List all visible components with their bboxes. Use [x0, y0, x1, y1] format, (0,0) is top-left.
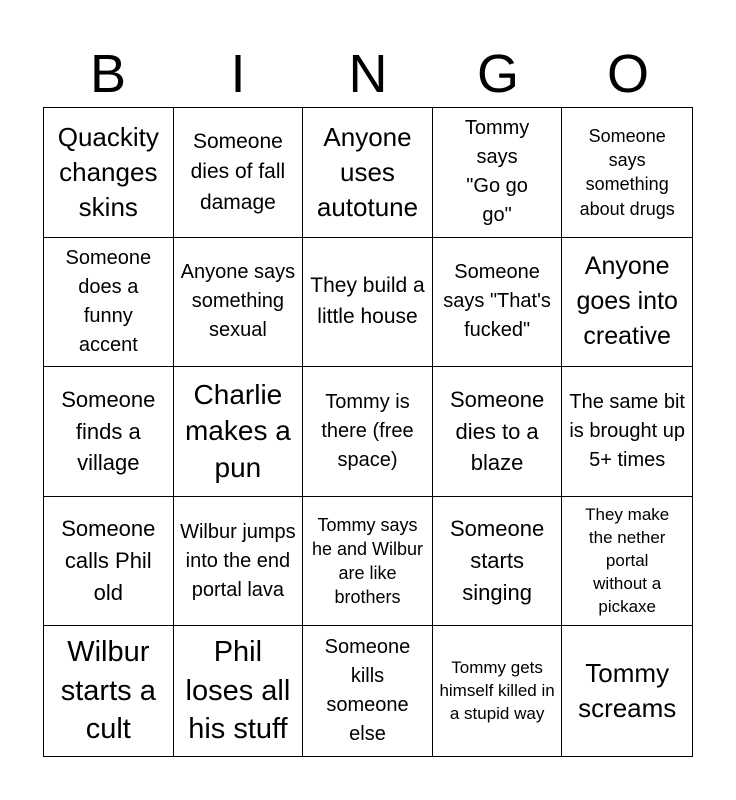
- bingo-cell[interactable]: [44, 367, 174, 497]
- cell-text: Someone says something about drugs: [579, 125, 675, 219]
- cell-text: Someone kills someone else: [324, 636, 411, 746]
- cell-text: Anyone says something sexual: [180, 261, 296, 342]
- cell-text: The same bit is brought up 5+ times: [569, 390, 685, 471]
- bingo-cell[interactable]: [44, 497, 174, 627]
- cell-text: Someone dies of fall damage: [190, 129, 286, 214]
- bingo-cell[interactable]: [44, 238, 174, 368]
- bingo-grid: [43, 107, 693, 757]
- cell-text: Wilbur starts a cult: [60, 636, 156, 746]
- cell-text: Anyone goes into creative: [576, 252, 678, 351]
- cell-text: Someone starts singing: [450, 516, 545, 606]
- cell-text: Tommy gets himself killed in a stupid way: [439, 657, 555, 723]
- cell-text: Quackity changes skins: [57, 121, 159, 222]
- cell-text: Tommy says "Go go go": [464, 117, 530, 227]
- cell-text: Charlie makes a pun: [184, 378, 291, 483]
- bingo-cell[interactable]: [562, 367, 692, 497]
- bingo-cell[interactable]: [562, 626, 692, 756]
- header-letter-i: I: [230, 44, 246, 104]
- cell-text: Someone calls Phil old: [61, 516, 156, 606]
- bingo-header: [43, 40, 693, 108]
- bingo-cell[interactable]: [44, 626, 174, 756]
- header-letter-b: B: [89, 44, 127, 104]
- cell-text: Phil loses all his stuff: [185, 636, 291, 746]
- bingo-cell[interactable]: [433, 108, 563, 238]
- bingo-cell[interactable]: [433, 367, 563, 497]
- bingo-cell[interactable]: [562, 497, 692, 627]
- bingo-cell[interactable]: [433, 238, 563, 368]
- bingo-cell[interactable]: [562, 238, 692, 368]
- bingo-cell[interactable]: [433, 497, 563, 627]
- cell-text: Someone finds a village: [61, 386, 156, 476]
- cell-text: They build a little house: [310, 274, 425, 328]
- bingo-cell[interactable]: [303, 626, 433, 756]
- bingo-cell[interactable]: [44, 108, 174, 238]
- cell-text: Tommy says he and Wilbur are like brothers: [311, 514, 424, 608]
- bingo-cell[interactable]: [303, 497, 433, 627]
- bingo-cell[interactable]: [303, 367, 433, 497]
- cell-text: Someone dies to a blaze: [450, 386, 545, 476]
- cell-text: Wilbur jumps into the end portal lava: [180, 520, 296, 601]
- header-letter-o: O: [606, 44, 649, 104]
- cell-text: Someone says "That's fucked": [443, 261, 551, 342]
- bingo-cell[interactable]: [562, 108, 692, 238]
- bingo-cell[interactable]: [433, 626, 563, 756]
- header-letter-g: G: [476, 44, 519, 104]
- cell-text: Tommy screams: [578, 658, 677, 724]
- bingo-cell[interactable]: [174, 497, 304, 627]
- bingo-cell[interactable]: [174, 238, 304, 368]
- cell-text: Anyone uses autotune: [316, 121, 419, 222]
- bingo-cell[interactable]: [174, 367, 304, 497]
- cell-text: Tommy is there (free space): [321, 390, 414, 471]
- header-letter-n: N: [348, 44, 388, 104]
- cell-text: Someone does a funny accent: [65, 246, 152, 356]
- bingo-cell[interactable]: [303, 108, 433, 238]
- bingo-cell[interactable]: [174, 626, 304, 756]
- cell-text: They make the nether portal without a pickaxe: [585, 504, 670, 616]
- bingo-cell[interactable]: [303, 238, 433, 368]
- bingo-cell[interactable]: [174, 108, 304, 238]
